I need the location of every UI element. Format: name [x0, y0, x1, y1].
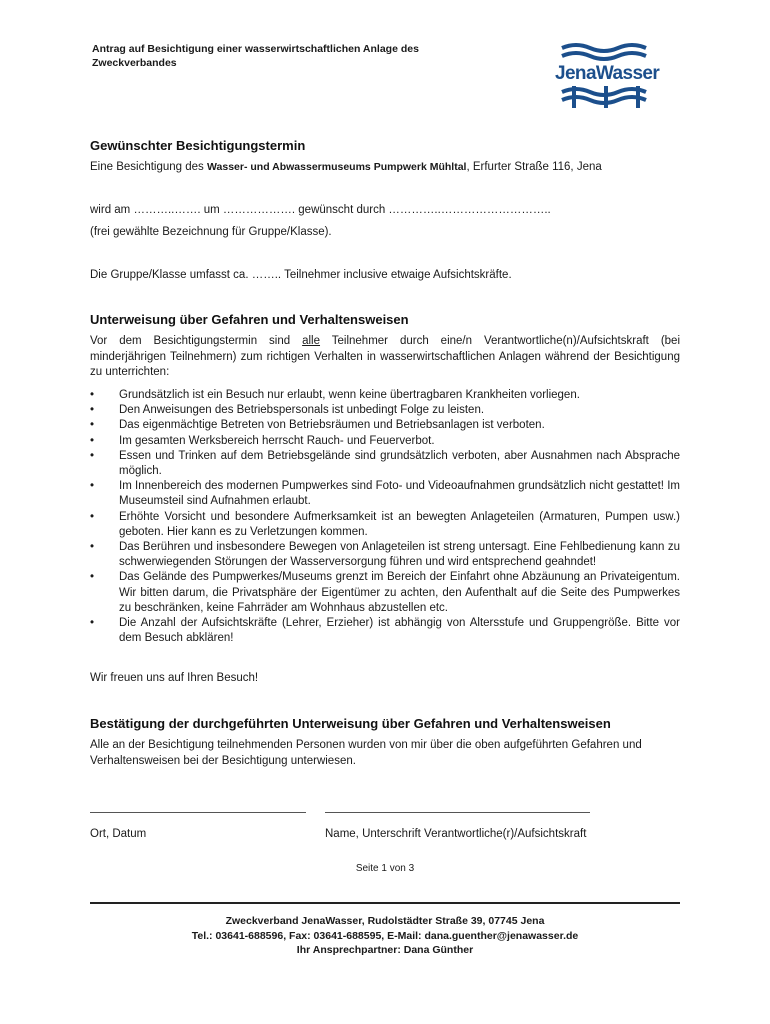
bullet-icon: • [90, 510, 95, 523]
bullet-icon: • [90, 419, 95, 432]
bestaetigung-text: Alle an der Besichtigung teilnehmenden Personen wurden von mir über die oben aufgeführten Gefahren und Verhaltensweisen bei der Besichtigung unterwiesen. [90, 739, 642, 767]
document-header-title [92, 42, 512, 70]
intro-text-b: , Erfurter Straße 116, Jena [466, 161, 602, 173]
rules-list [90, 388, 680, 646]
signature-line-place-date[interactable] [90, 812, 306, 813]
list-item-text: Essen und Trinken auf dem Betriebsgelände sind grundsätzlich verboten, aber Ausnahmen nach Absprache möglich. [119, 449, 680, 478]
list-item-text: Im gesamten Werksbereich herrscht Rauch- und Feuerverbot. [119, 434, 435, 447]
footer-contact-person: Ihr Ansprechpartner: Dana Günther [296, 944, 474, 956]
list-item [90, 434, 680, 449]
logo-wordmark: JenaWasser [555, 63, 660, 84]
list-item [90, 510, 680, 540]
bullet-icon: • [90, 449, 95, 462]
bullet-icon: • [90, 571, 95, 584]
list-item-text: Das eigenmächtige Betreten von Betriebsräumen und Betriebsanlagen ist verboten. [119, 419, 545, 432]
header-title-line2: Zweckverbandes [92, 57, 177, 69]
bullet-icon: • [90, 541, 95, 554]
museum-name: Wasser- und Abwassermuseums Pumpwerk Mühltal [207, 161, 467, 173]
list-item [90, 418, 680, 433]
list-item-text: Erhöhte Vorsicht und besondere Aufmerksamkeit ist an bewegten Anlageteilen (Armaturen, Pumpen usw.) geboten. Hier kann es zu Verletzungen kommen. [119, 510, 680, 538]
signature-line-name[interactable] [325, 812, 590, 813]
list-item [90, 388, 680, 403]
list-item [90, 616, 680, 646]
footer-address: Zweckverband JenaWasser, Rudolstädter Straße 39, 07745 Jena [225, 915, 545, 927]
footer-contact [90, 914, 680, 958]
page-number: Seite 1 von 3 [355, 863, 415, 874]
bullet-icon: • [90, 434, 95, 447]
list-item-text: Im Innenbereich des modernen Pumpwerkes sind Foto- und Videoaufnahmen grundsätzlich nicht gestattet! Im Museumsteil sind Aufnahmen erlaubt. [119, 480, 680, 508]
list-item-text: Das Gelände des Pumpwerkes/Museums grenzt im Bereich der Einfahrt ohne Abzäunung an Privateigentum. Wir bitten darum, die Privatsphäre der Eigentümer zu achten, den Aufenthalt auf die Seite des Pumpwerkes zu beschränken, keine Fahrräder am Wohnhaus abzustellen etc. [119, 571, 680, 614]
header-title-line1: Antrag auf Besichtigung einer wasserwirtschaftlichen Anlage des [92, 43, 419, 55]
footer-divider [90, 902, 680, 904]
list-item [90, 449, 680, 479]
unterweisung-intro [90, 334, 680, 381]
unterweisung-intro-b: Teilnehmer durch eine/n Verantwortliche(n)/Aufsichtskraft (bei minderjährigen Teilnehmern) zum richtigen Verhalten in wasserwirtschaftlichen Anlagen während der Besichtigung zu unterrichten: [90, 335, 680, 378]
list-item-text: Den Anweisungen des Betriebspersonals ist unbedingt Folge zu leisten. [119, 404, 485, 417]
group-name-note: (frei gewählte Bezeichnung für Gruppe/Klasse). [90, 226, 332, 238]
list-item-text: Grundsätzlich ist ein Besuch nur erlaubt, wenn keine übertragbaren Krankheiten vorliegen. [119, 389, 580, 401]
section-heading-besichtigungstermin: Gewünschter Besichtigungstermin [90, 138, 306, 153]
place-date-label: Ort, Datum [90, 828, 147, 840]
bullet-icon: • [90, 404, 95, 417]
list-item [90, 479, 680, 509]
group-size-line: Die Gruppe/Klasse umfasst ca. …….. Teilnehmer inclusive etwaige Aufsichtskräfte. [90, 269, 512, 281]
date-time-fill-line: wird am ………..……. um ………………. gewünscht durch …………..……………………….. [90, 204, 551, 216]
list-item-text: Die Anzahl der Aufsichtskräfte (Lehrer, Erzieher) ist abhängig von Altersstufe und Gruppengröße. Bitte vor dem Besuch abklären! [119, 617, 680, 645]
signature-name-label: Name, Unterschrift Verantwortliche(r)/Aufsichtskraft [325, 828, 587, 840]
bullet-icon: • [90, 617, 95, 630]
bullet-icon: • [90, 389, 95, 401]
list-item [90, 403, 680, 418]
list-item [90, 570, 680, 616]
unterweisung-intro-a: Vor dem Besichtigungstermin sind [90, 335, 303, 347]
closing-line: Wir freuen uns auf Ihren Besuch! [90, 672, 259, 684]
footer-phone-email: Tel.: 03641-688596, Fax: 03641-688595, E-Mail: dana.guenther@jenawasser.de [191, 929, 579, 942]
section-heading-unterweisung: Unterweisung über Gefahren und Verhaltensweisen [90, 312, 409, 327]
section-heading-bestaetigung: Bestätigung der durchgeführten Unterweisung über Gefahren und Verhaltensweisen [90, 716, 611, 731]
intro-text-a: Eine Besichtigung des [90, 161, 207, 173]
list-item-text: Das Berühren und insbesondere Bewegen von Anlageteilen ist streng untersagt. Eine Fehlbedienung kann zu schwerwiegenden Störungen der Wasserversorgung führen und wird entsprechend geahndet! [119, 541, 680, 569]
underlined-alle: alle [302, 335, 321, 347]
list-item [90, 540, 680, 570]
besichtigung-intro [90, 160, 690, 176]
bullet-icon: • [90, 480, 95, 493]
